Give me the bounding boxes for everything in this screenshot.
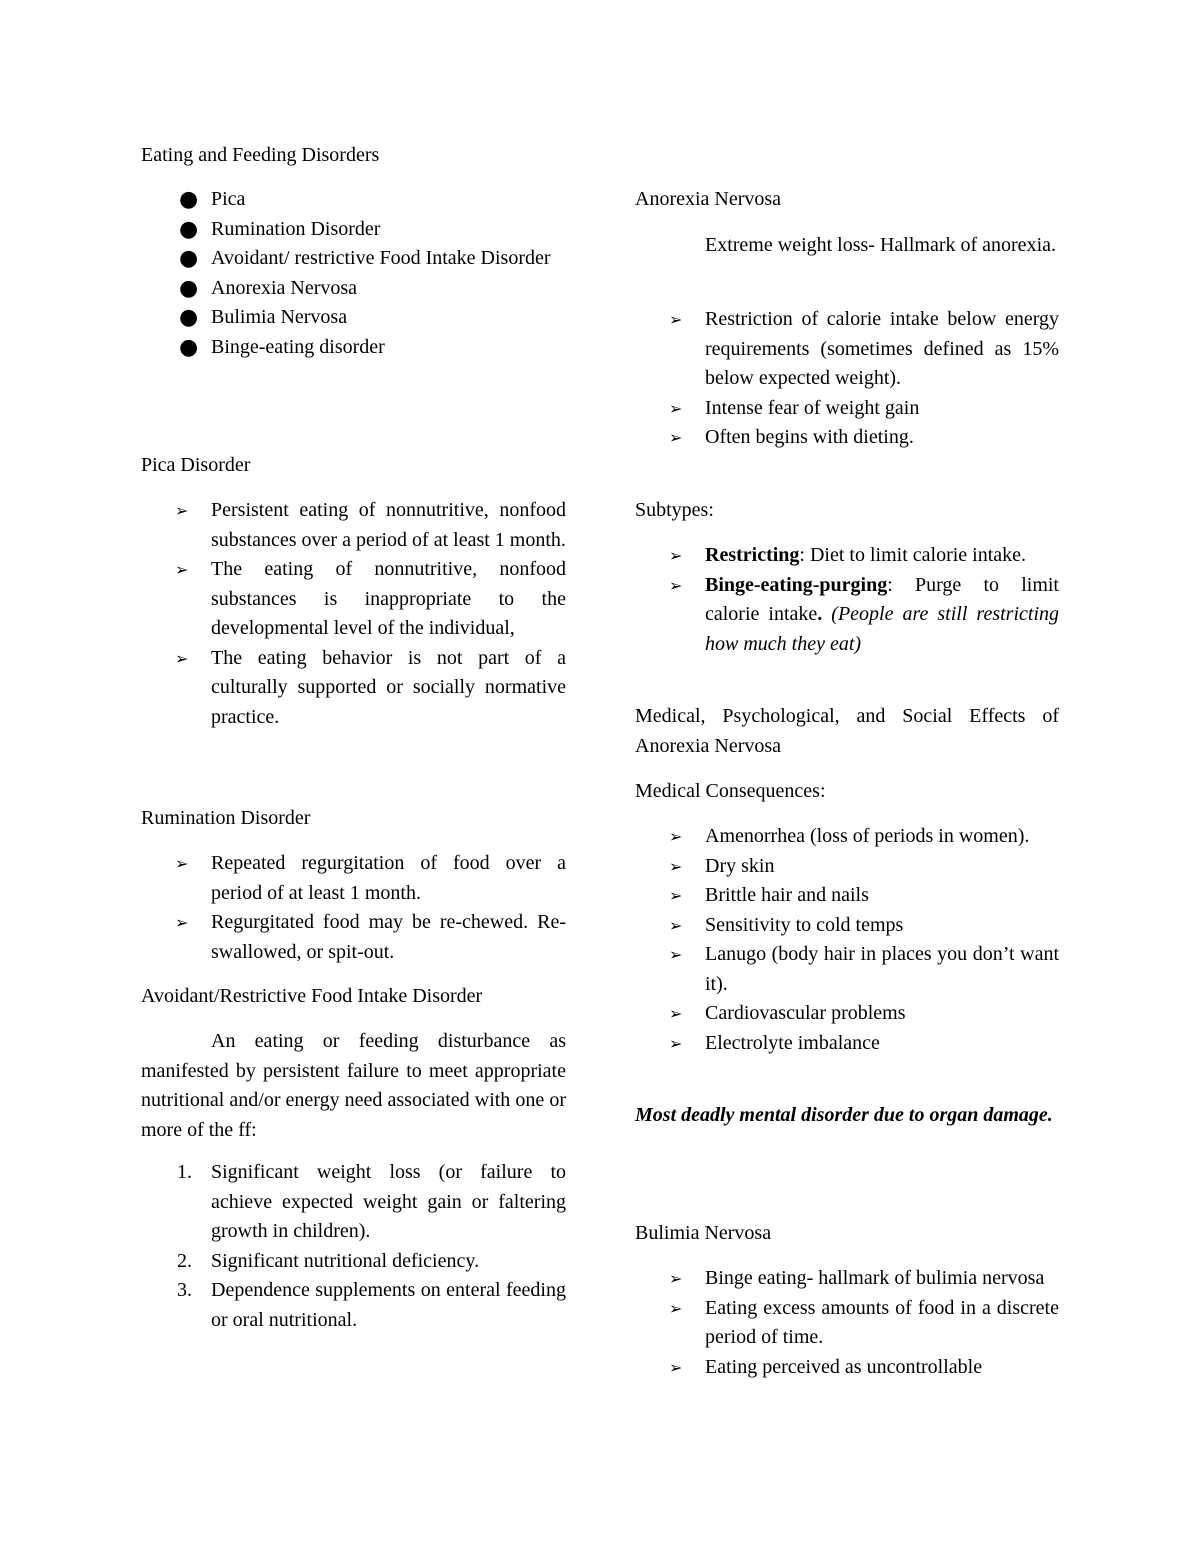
bulimia-heading: Bulimia Nervosa: [635, 1222, 772, 1244]
subtypes-heading: Subtypes:: [635, 499, 714, 521]
list-item: ➢ Restricting: Diet to limit calorie intake.: [635, 541, 1059, 571]
arrow-icon: ➢: [175, 648, 189, 668]
arrow-icon: ➢: [175, 501, 189, 520]
pica-heading: Pica Disorder: [141, 454, 251, 476]
arrow-icon: ➢: [669, 1033, 683, 1053]
medical-list: [635, 822, 1059, 1058]
list-item: ● Bulimia Nervosa: [141, 303, 566, 333]
list-number: 2.: [177, 1249, 192, 1272]
list-item: ● Anorexia Nervosa: [141, 274, 566, 304]
list-item: ● Rumination Disorder: [141, 215, 566, 245]
arrow-icon: ➢: [669, 575, 683, 595]
arrow-icon: ➢: [669, 886, 683, 905]
bullet-icon: ●: [179, 334, 199, 360]
arfid-list: [141, 1158, 566, 1335]
rumination-list: [141, 849, 566, 967]
page-title: Eating and Feeding Disorders: [141, 144, 380, 166]
arrow-icon: ➢: [669, 1269, 683, 1288]
arrow-icon: ➢: [669, 546, 683, 565]
bullet-icon: ●: [179, 275, 199, 301]
list-item: ➢ Regurgitated food may be re-chewed. Re- swallowed, or spit-out.: [141, 908, 566, 967]
effects-heading: Medical, Psychological, and Social Effects of Anorexia Nervosa: [635, 705, 1059, 757]
list-item: ➢ Persistent eating of nonnutritive, nonfood substances over a period of at least 1 month.: [141, 496, 566, 555]
list-item: ➢ Eating excess amounts of food in a discrete period of time.: [635, 1294, 1059, 1353]
arrow-icon: ➢: [175, 854, 189, 873]
pica-list: [141, 496, 566, 732]
arrow-icon: ➢: [669, 915, 683, 935]
list-item: 3. Dependence supplements on enteral feeding or oral nutritional.: [141, 1276, 566, 1335]
disorder-list: [141, 185, 566, 362]
anorexia-list: [635, 305, 1059, 453]
list-item: ➢ The eating of nonnutritive, nonfood substances is inappropriate to the developmental level of the individual,: [141, 555, 566, 644]
list-number: 1.: [177, 1161, 192, 1183]
arrow-icon: ➢: [175, 913, 189, 932]
bullet-icon: ●: [179, 187, 199, 212]
anorexia-intro: Extreme weight loss- Hallmark of anorexia.: [705, 234, 1056, 256]
bullet-icon: ●: [179, 305, 199, 330]
subtype-term: Restricting: [705, 544, 800, 566]
list-item: ➢ Binge eating- hallmark of bulimia nervosa: [635, 1264, 1059, 1294]
list-item: ➢ Cardiovascular problems: [635, 999, 1059, 1029]
deadly-note: Most deadly mental disorder due to organ damage.: [635, 1104, 1053, 1126]
list-number: 3.: [177, 1279, 192, 1301]
bullet-icon: ●: [179, 216, 199, 242]
arrow-icon: ➢: [669, 856, 683, 876]
rumination-heading: Rumination Disorder: [141, 807, 311, 829]
arrow-icon: ➢: [669, 1004, 683, 1023]
list-item: ➢ Sensitivity to cold temps: [635, 911, 1059, 941]
list-item: ➢ Binge-eating-purging: Purge to limit calorie intake. (People are still restricting how much they eat): [635, 571, 1059, 660]
arrow-icon: ➢: [669, 398, 683, 418]
list-item: ● Pica: [141, 185, 566, 215]
subtype-term: Binge-eating-purging: [705, 573, 888, 596]
list-item: ➢ Restriction of calorie intake below energy requirements (sometimes defined as 15% below expected weight).: [635, 305, 1059, 394]
anorexia-heading: Anorexia Nervosa: [635, 188, 782, 210]
list-item: ➢ Electrolyte imbalance: [635, 1029, 1059, 1059]
list-item: ➢ Amenorrhea (loss of periods in women).: [635, 822, 1059, 852]
bullet-icon: ●: [179, 246, 199, 271]
arrow-icon: ➢: [669, 1298, 683, 1318]
arrow-icon: ➢: [669, 945, 683, 964]
list-item: ➢ Lanugo (body hair in places you don’t want it).: [635, 940, 1059, 999]
medical-heading: Medical Consequences:: [635, 780, 826, 802]
arrow-icon: ➢: [669, 1357, 683, 1377]
arrow-icon: ➢: [669, 310, 683, 329]
list-item: ➢ Brittle hair and nails: [635, 881, 1059, 911]
list-item: ➢ Dry skin: [635, 852, 1059, 882]
subtype-note: (People are still restricting how much they eat): [705, 603, 1059, 655]
list-item: ➢ The eating behavior is not part of a culturally supported or socially normative practice.: [141, 644, 566, 733]
subtypes-list: [635, 541, 1059, 659]
list-item: 1. Significant weight loss (or failure to achieve expected weight gain or faltering growth in children).: [141, 1158, 566, 1247]
list-item: ➢ Often begins with dieting.: [635, 423, 1059, 453]
list-item: 2. Significant nutritional deficiency.: [141, 1247, 566, 1277]
list-item: ➢ Eating perceived as uncontrollable: [635, 1353, 1059, 1383]
list-item: ● Binge-eating disorder: [141, 333, 566, 363]
arrow-icon: ➢: [175, 560, 189, 579]
list-item: ➢ Intense fear of weight gain: [635, 394, 1059, 424]
arfid-heading: Avoidant/Restrictive Food Intake Disorder: [141, 985, 483, 1007]
arrow-icon: ➢: [669, 827, 683, 846]
bulimia-list: [635, 1264, 1059, 1382]
arrow-icon: ➢: [669, 428, 683, 447]
arfid-intro: An eating or feeding disturbance as manifested by persistent failure to meet appropriate nutritional and/or energy need associated with one or more of the ff:: [141, 1030, 566, 1141]
list-item: ➢ Repeated regurgitation of food over a period of at least 1 month.: [141, 849, 566, 908]
list-item: ● Avoidant/ restrictive Food Intake Disorder: [141, 244, 566, 274]
